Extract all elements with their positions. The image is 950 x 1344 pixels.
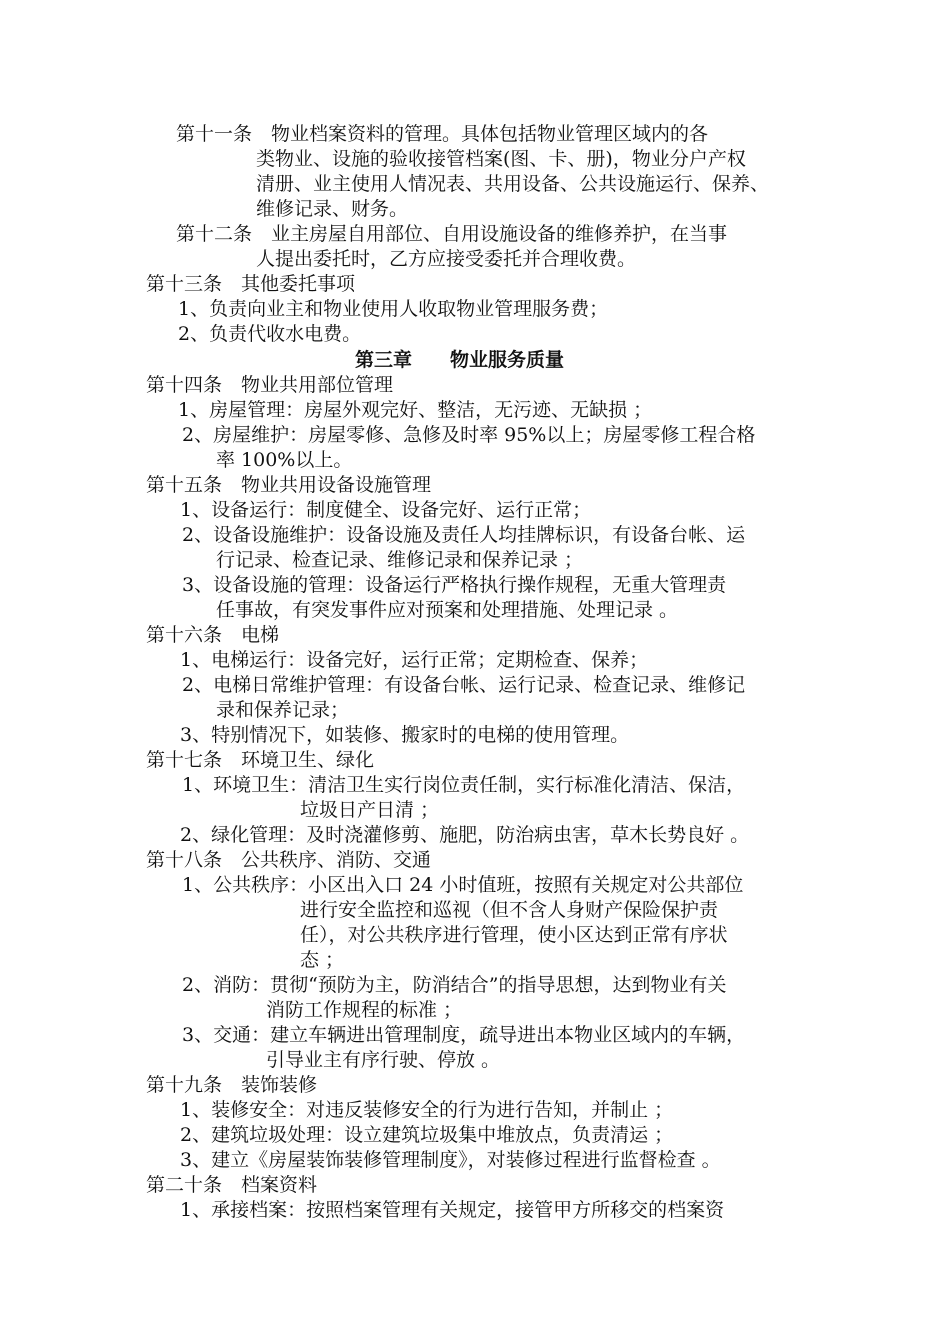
article-18-item-2-cont: 消防工作规程的标准 ； [266,999,463,1021]
article-13-item-1: 1、负责向业主和物业使用人收取物业管理服务费； [178,298,609,320]
article-18-item-3: 3、交通：建立车辆进出管理制度，疏导进出本物业区域内的车辆， [182,1024,746,1046]
article-15-item-3: 3、设备设施的管理：设备运行严格执行操作规程，无重大管理责 [182,574,727,596]
article-16-heading: 第十六条 电梯 [146,624,280,646]
article-14-heading: 第十四条 物业共用部位管理 [146,374,394,396]
article-19-item-3: 3、建立《房屋装饰装修管理制度》，对装修过程进行监督检查 。 [180,1149,721,1171]
article-18-item-2: 2、消防：贯彻“预防为主，防消结合”的指导思想，达到物业有关 [182,974,727,996]
article-18-item-1-cont-3: 态 ； [300,949,345,971]
article-14-item-2: 2、房屋维护：房屋零修、急修及时率 95%以上；房屋零修工程合格 [182,424,756,446]
article-11-line-2: 类物业、设施的验收接管档案(图、卡、册)，物业分户产权 [256,148,746,170]
article-17-item-1: 1、环境卫生：清洁卫生实行岗位责任制，实行标准化清洁、保洁， [182,774,746,796]
article-15-item-2: 2、设备设施维护：设备设施及责任人均挂牌标识，有设备台帐、运 [182,524,746,546]
article-18-item-1: 1、公共秩序：小区出入口 24 小时值班，按照有关规定对公共部位 [182,874,744,896]
article-14-item-2-cont: 率 100%以上。 [216,449,353,471]
article-18-item-3-cont: 引导业主有序行驶、停放 。 [266,1049,501,1071]
article-15-item-2-cont: 行记录、检查记录、维修记录和保养记录 ； [216,549,584,571]
article-17-heading: 第十七条 环境卫生、绿化 [146,749,375,771]
article-14-item-1: 1、房屋管理：房屋外观完好、整洁，无污迹、无缺损 ； [178,399,653,421]
article-15-item-1: 1、设备运行：制度健全、设备完好、运行正常； [180,499,592,521]
article-18-item-1-cont-1: 进行安全监控和巡视（但不含人身财产保险保护责 [300,899,719,921]
article-19-item-1: 1、装修安全：对违反装修安全的行为进行告知，并制止 ； [180,1099,674,1121]
article-11-line-4: 维修记录、财务。 [256,198,409,220]
article-13-heading: 第十三条 其他委托事项 [146,273,356,295]
article-11-line-3: 清册、业主使用人情况表、共用设备、公共设施运行、保养、 [256,173,770,195]
article-12-line-1: 第十二条 业主房屋自用部位、自用设施设备的维修养护，在当事 [176,223,728,245]
article-11-line-1: 第十一条 物业档案资料的管理。具体包括物业管理区域内的各 [176,123,709,145]
article-19-item-2: 2、建筑垃圾处理：设立建筑垃圾集中堆放点，负责清运 ； [180,1124,674,1146]
article-17-item-2: 2、绿化管理：及时浇灌修剪、施肥，防治病虫害，草木长势良好 。 [180,824,750,846]
article-16-item-1: 1、电梯运行：设备完好，运行正常；定期检查、保养； [180,649,649,671]
article-16-item-3: 3、特别情况下，如装修、搬家时的电梯的使用管理。 [180,724,630,746]
article-19-heading: 第十九条 装饰装修 [146,1074,318,1096]
article-20-item-1: 1、承接档案：按照档案管理有关规定，接管甲方所移交的档案资 [180,1199,725,1221]
article-17-item-1-cont: 垃圾日产日清 ； [300,799,440,821]
article-15-heading: 第十五条 物业共用设备设施管理 [146,474,432,496]
article-20-heading: 第二十条 档案资料 [146,1174,318,1196]
article-18-item-1-cont-2: 任），对公共秩序进行管理，使小区达到正常有序状 [300,924,728,946]
article-16-item-2-cont: 录和保养记录； [216,699,350,721]
article-13-item-2: 2、负责代收水电费。 [178,323,362,345]
article-18-heading: 第十八条 公共秩序、消防、交通 [146,849,432,871]
article-12-line-2: 人提出委托时，乙方应接受委托并合理收费。 [256,248,637,270]
chapter-3-title: 第三章 物业服务质量 [355,349,565,371]
article-16-item-2: 2、电梯日常维护管理：有设备台帐、运行记录、检查记录、维修记 [182,674,746,696]
article-15-item-3-cont: 任事故，有突发事件应对预案和处理措施、处理记录 。 [216,599,679,621]
